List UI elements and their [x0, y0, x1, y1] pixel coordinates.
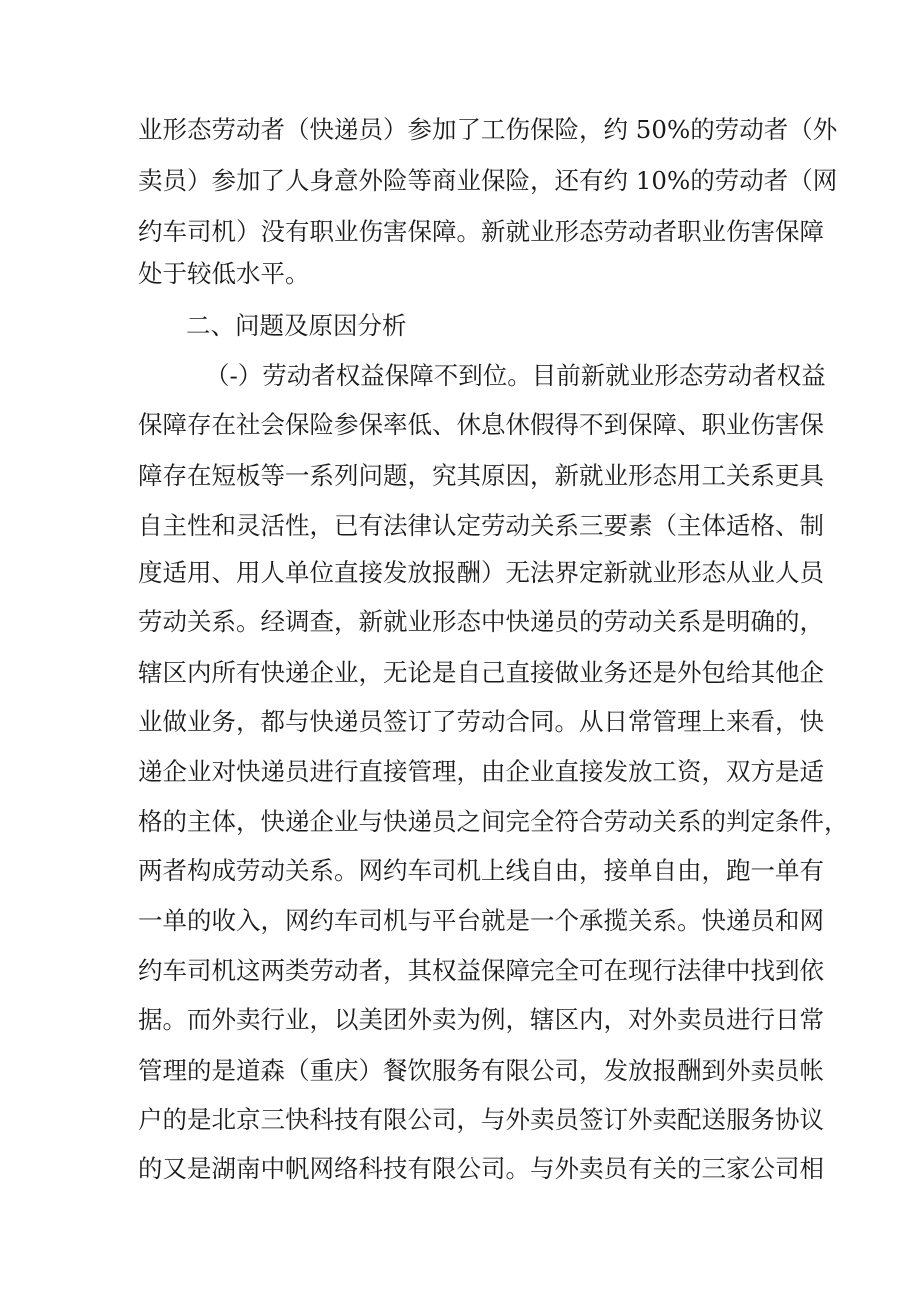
paragraph-2-line-12: 一单的收入，网约车司机与平台就是一个承揽关系。快递员和网 [138, 906, 824, 935]
paragraph-2-line-9: 递企业对快递员进行直接管理，由企业直接发放工资，双方是适 [138, 757, 824, 786]
paragraph-2-line-13: 约车司机这两类劳动者，其权益保障完全可在现行法律中找到依 [138, 956, 824, 985]
paragraph-2-line-4: 自主性和灵活性，已有法律认定劳动关系三要素（主体适格、制 [138, 511, 824, 540]
paragraph-2-line-6: 劳动关系。经调查，新就业形态中快递员的劳动关系是明确的， [138, 607, 824, 636]
paragraph-2-line-16: 户的是北京三快科技有限公司，与外卖员签订外卖配送服务协议 [138, 1105, 824, 1134]
paragraph-2-line-14: 据。而外卖行业，以美团外卖为例，辖区内，对外卖员进行日常 [138, 1005, 824, 1034]
paragraph-2-line-5: 度适用、用人单位直接发放报酬）无法界定新就业形态从业人员 [138, 558, 824, 587]
paragraph-2-line-15: 管理的是道森（重庆）餐饮服务有限公司，发放报酬到外卖员帐 [138, 1056, 824, 1085]
paragraph-1-line-3: 约车司机）没有职业伤害保障。新就业形态劳动者职业伤害保障 [138, 217, 824, 246]
paragraph-2-line-7: 辖区内所有快递企业，无论是自己直接做业务还是外包给其他企 [138, 658, 824, 687]
paragraph-2-line-2: 保障存在社会保险参保率低、休息休假得不到保障、职业伤害保 [138, 410, 824, 439]
paragraph-2-line-8: 业做业务，都与快递员签订了劳动合同。从日常管理上来看，快 [138, 707, 824, 736]
paragraph-2-line-17: 的又是湖南中帆网络科技有限公司。与外卖员有关的三家公司相 [138, 1154, 824, 1183]
paragraph-2-line-3: 障存在短板等一系列问题，究其原因，新就业形态用工关系更具 [138, 461, 824, 490]
paragraph-1-line-1: 业形态劳动者（快递员）参加了工伤保险，约 50%的劳动者（外 [138, 115, 838, 144]
paragraph-1-line-2: 卖员）参加了人身意外险等商业保险，还有约 10%的劳动者（网 [138, 166, 838, 195]
paragraph-2-line-11: 两者构成劳动关系。网约车司机上线自由，接单自由，跑一单有 [138, 856, 824, 885]
paragraph-2-line-10: 格的主体，快递企业与快递员之间完全符合劳动关系的判定条件， [138, 807, 849, 836]
paragraph-2-line-1: （-）劳动者权益保障不到位。目前新就业形态劳动者权益 [205, 361, 826, 390]
paragraph-1-line-4: 处于较低水平。 [138, 259, 310, 288]
section-heading: 二、问题及原因分析 [186, 311, 407, 340]
